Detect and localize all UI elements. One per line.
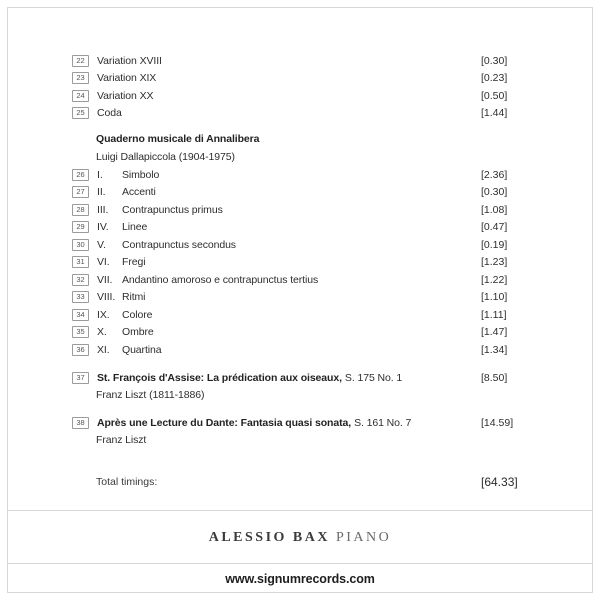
track-row	[72, 184, 540, 202]
track-number: 29	[72, 221, 89, 233]
track-duration: [14.59]	[481, 417, 514, 430]
track-title: Simbolo	[122, 168, 160, 181]
track-number: 35	[72, 326, 89, 338]
track-duration: [0.47]	[481, 221, 508, 234]
track-title: Accenti	[122, 186, 156, 199]
work-title: Quaderno musicale di Annalibera	[96, 133, 260, 145]
track-row	[72, 271, 540, 289]
track-duration: [1.10]	[481, 291, 508, 304]
track-duration: [2.36]	[481, 168, 508, 181]
total-timings-value: [64.33]	[481, 475, 518, 490]
track-row	[72, 219, 540, 237]
tracklist	[72, 52, 540, 450]
track-row	[72, 105, 540, 123]
track-title: Contrapunctus primus	[122, 203, 223, 216]
track-number: 22	[72, 55, 89, 67]
track-title: Variation XX	[97, 89, 154, 102]
track-roman-numeral: V.	[97, 238, 106, 251]
track-duration: [1.34]	[481, 343, 508, 356]
track-roman-numeral: VI.	[97, 256, 110, 269]
track-roman-numeral: VII.	[97, 273, 113, 286]
track-row	[72, 201, 540, 219]
track-duration: [1.23]	[481, 256, 508, 269]
track-title	[97, 372, 481, 384]
track-row	[72, 306, 540, 324]
track-row	[72, 87, 540, 105]
track-roman-numeral: II.	[97, 186, 106, 199]
track-duration: [0.30]	[481, 54, 508, 67]
track-roman-numeral: IV.	[97, 221, 109, 234]
track-number: 34	[72, 309, 89, 321]
track-duration: [1.47]	[481, 326, 508, 339]
track-duration: [0.30]	[481, 186, 508, 199]
track-duration: [1.08]	[481, 203, 508, 216]
track-number: 38	[72, 417, 89, 429]
track-title: Linee	[122, 221, 148, 234]
tracklist-content	[72, 52, 540, 491]
track-roman-numeral: XI.	[97, 343, 110, 356]
track-title: Variation XIX	[97, 72, 157, 85]
track-title: Colore	[122, 308, 153, 321]
work-track	[72, 370, 540, 405]
track-number: 24	[72, 90, 89, 102]
track-duration: [1.22]	[481, 273, 508, 286]
track-row	[72, 52, 540, 70]
track-row	[72, 370, 540, 388]
total-timings-row	[72, 474, 540, 492]
track-title: Variation XVIII	[97, 54, 162, 67]
track-title: Coda	[97, 107, 122, 120]
track-roman-numeral: VIII.	[97, 291, 116, 304]
total-timings-label: Total timings:	[96, 476, 158, 489]
track-number: 30	[72, 239, 89, 251]
track-title: Quartina	[122, 343, 162, 356]
track-number: 31	[72, 256, 89, 268]
track-title: Ombre	[122, 326, 154, 339]
track-title-catalog: S. 161 No. 7	[354, 417, 412, 430]
track-title-catalog: S. 175 No. 1	[344, 372, 403, 385]
track-number: 27	[72, 186, 89, 198]
track-duration: [1.11]	[481, 308, 507, 321]
track-duration: [0.50]	[481, 89, 508, 102]
track-roman-numeral: I.	[97, 168, 103, 181]
track-number: 26	[72, 169, 89, 181]
track-row	[72, 341, 540, 359]
track-number: 33	[72, 291, 89, 303]
website-url: www.signumrecords.com	[225, 571, 375, 586]
track-composer: Franz Liszt	[96, 434, 147, 446]
track-duration: [8.50]	[481, 372, 508, 385]
artist-name: ALESSIO BAX	[208, 529, 330, 545]
work-composer: Luigi Dallapiccola (1904-1975)	[96, 150, 235, 163]
track-title-main: St. François d'Assise: La prédication aux oiseaux,	[97, 372, 342, 385]
track-row	[72, 254, 540, 272]
track-row	[72, 166, 540, 184]
footer-website	[8, 563, 592, 593]
track-number: 23	[72, 72, 89, 84]
work-heading	[96, 131, 540, 166]
track-duration: [0.23]	[481, 72, 508, 85]
track-roman-numeral: X.	[97, 326, 107, 339]
track-row	[72, 236, 540, 254]
track-title	[97, 417, 481, 429]
track-roman-numeral: III.	[97, 203, 109, 216]
track-title: Andantino amoroso e contrapunctus tertius	[122, 273, 319, 286]
track-number: 28	[72, 204, 89, 216]
track-row	[72, 70, 540, 88]
track-title: Ritmi	[122, 291, 146, 304]
work-track	[72, 415, 540, 450]
track-duration: [1.44]	[481, 107, 508, 120]
track-row	[72, 324, 540, 342]
footer-artist	[8, 510, 592, 564]
track-duration: [0.19]	[481, 238, 508, 251]
artist-role: PIANO	[335, 529, 392, 545]
track-row	[72, 289, 540, 307]
track-number: 25	[72, 107, 89, 119]
track-number: 37	[72, 372, 89, 384]
track-composer: Franz Liszt (1811-1886)	[96, 389, 205, 401]
track-title: Fregi	[122, 256, 146, 269]
track-number: 36	[72, 344, 89, 356]
track-number: 32	[72, 274, 89, 286]
track-title: Contrapunctus secondus	[122, 238, 236, 251]
track-title-main: Après une Lecture du Dante: Fantasia quasi sonata,	[97, 417, 352, 430]
track-row	[72, 415, 540, 433]
track-roman-numeral: IX.	[97, 308, 110, 321]
